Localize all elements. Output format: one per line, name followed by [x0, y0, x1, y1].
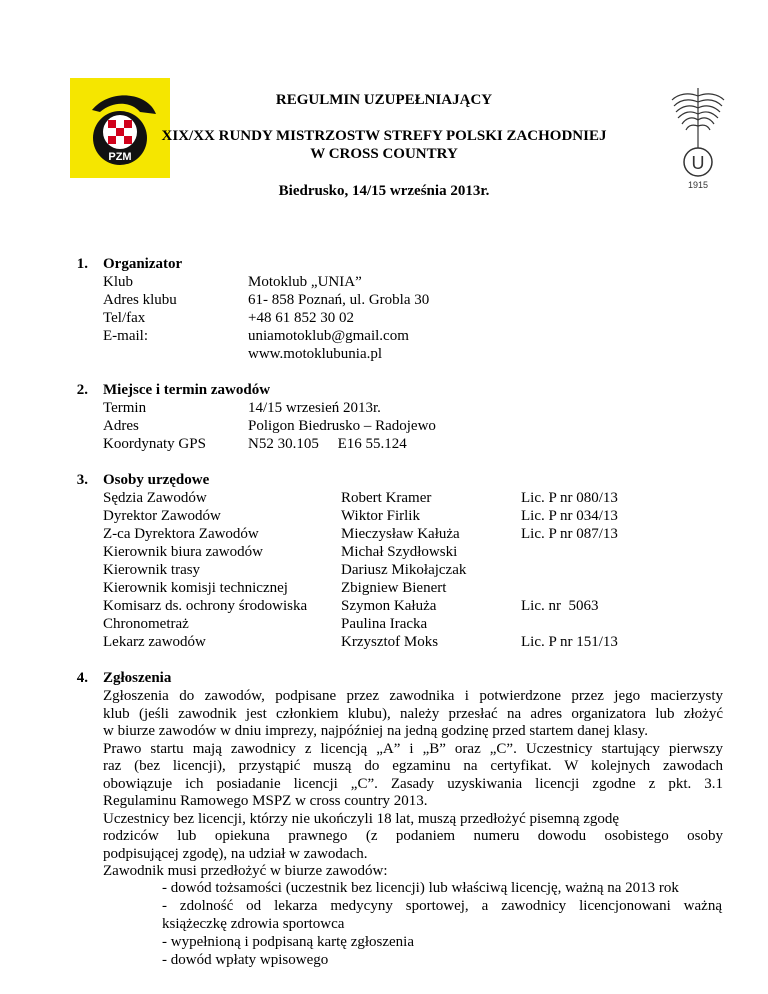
requirement-item: książeczkę zdrowia sportowca — [162, 915, 345, 932]
organizer-email: uniamotoklub@gmail.com — [248, 328, 409, 344]
document-subtitle-line2: W CROSS COUNTRY — [310, 146, 458, 162]
requirement-item-block — [162, 898, 722, 933]
organizer-label: E-mail: — [103, 328, 148, 344]
section-number: 2. — [76, 382, 88, 398]
event-label: Termin — [103, 400, 147, 416]
svg-text:1915: 1915 — [687, 180, 709, 190]
official-license: Lic. P nr 087/13 — [521, 526, 618, 542]
official-name: Robert Kramer — [341, 490, 432, 506]
event-label: Adres — [103, 418, 139, 434]
official-license: Lic. nr 5063 — [521, 598, 599, 614]
official-name: Dariusz Mikołajczak — [341, 562, 467, 578]
official-license: Lic. P nr 080/13 — [521, 490, 618, 506]
official-name: Mieczysław Kałuża — [341, 526, 460, 542]
organizer-label: Tel/fax — [103, 310, 146, 326]
organizer-label: Klub — [103, 274, 133, 290]
paragraph-line: Zgłoszenia do zawodów, podpisane przez zawodnika i potwierdzone przez jego macierzysty — [103, 688, 723, 704]
gps-coordinates: N52 30.105 E16 55.124 — [248, 436, 407, 452]
event-value: Poligon Biedrusko – Radojewo — [248, 418, 436, 434]
requirement-item: - dowód wpłaty wpisowego — [162, 952, 329, 968]
official-name: Szymon Kałuża — [341, 598, 437, 614]
svg-text:PZM: PZM — [108, 151, 132, 163]
section-heading-officials: Osoby urzędowe — [103, 472, 210, 488]
entries-paragraph — [103, 688, 723, 881]
paragraph-line: obowiązuje ich posiadanie licencji „C”. Zasady uzyskiwania licencji zgodne z pkt. 3.1 — [103, 775, 723, 792]
requirement-item: - zdolność od lekarza medycyny sportowej, a zawodnicy licencjonowani ważną — [162, 898, 722, 914]
official-license: Lic. P nr 151/13 — [521, 634, 618, 650]
date-place: Biedrusko, 14/15 września 2013r. — [278, 183, 490, 199]
official-role: Chronometraż — [103, 616, 189, 632]
document-subtitle-line1: XIX/XX RUNDY MISTRZOSTW STREFY POLSKI ZACHODNIEJ — [161, 128, 607, 144]
official-role: Dyrektor Zawodów — [103, 508, 221, 524]
paragraph-line: Prawo startu mają zawodnicy z licencją „A” i „B” oraz „C”. Uczestnicy startujący pierwszy — [103, 740, 723, 757]
official-name: Paulina Iracka — [341, 616, 428, 632]
official-name: Wiktor Firlik — [341, 508, 420, 524]
event-value: 14/15 wrzesień 2013r. — [248, 400, 381, 416]
paragraph-line: w biurze zawodów w dniu imprezy, najpóźniej na jedną godzinę przed startem danej klasy. — [103, 723, 648, 739]
official-role: Lekarz zawodów — [103, 634, 206, 650]
paragraph-line: Regulaminu Ramowego MSPZ w cross country 2013. — [103, 793, 428, 809]
paragraph-line: klub (jeśli zawodnik jest członkiem klubu), należy przesłać na adres organizatora lub złożyć — [103, 705, 723, 722]
paragraph-line: raz (bez licencji), przystąpić muszą do egzaminu na certyfikat. W kolejnych zawodach — [103, 758, 723, 774]
svg-text:U: U — [691, 153, 705, 173]
requirement-item: - dowód tożsamości (uczestnik bez licencji) lub właściwą licencję, ważną na 2013 rok — [162, 880, 679, 896]
organizer-website: www.motoklubunia.pl — [248, 346, 383, 362]
official-role: Kierownik trasy — [103, 562, 201, 578]
requirement-item: - wypełnioną i podpisaną kartę zgłoszenia — [162, 934, 414, 950]
section-number: 3. — [76, 472, 88, 488]
official-role: Sędzia Zawodów — [103, 490, 207, 506]
official-role: Kierownik komisji technicznej — [103, 580, 288, 596]
section-heading-organizer: Organizator — [103, 256, 183, 272]
official-name: Krzysztof Moks — [341, 634, 439, 650]
paragraph-line: podpisującej zgodę), na udział w zawodach. — [103, 845, 368, 862]
section-number: 1. — [76, 256, 88, 272]
organizer-label: Adres klubu — [103, 292, 177, 308]
organizer-value: 61- 858 Poznań, ul. Grobla 30 — [248, 292, 430, 308]
paragraph-line: rodziców lub opiekuna prawnego (z podaniem numeru dowodu osobistego osoby — [103, 828, 723, 844]
official-role: Komisarz ds. ochrony środowiska — [103, 598, 308, 614]
organizer-value: Motoklub „UNIA” — [248, 274, 362, 290]
official-license: Lic. P nr 034/13 — [521, 508, 618, 524]
paragraph-line: Uczestnicy bez licencji, którzy nie ukończyli 18 lat, muszą przedłożyć pisemną zgodę — [103, 810, 620, 827]
official-name: Michał Szydłowski — [341, 544, 458, 560]
official-role: Kierownik biura zawodów — [103, 544, 263, 560]
official-name: Zbigniew Bienert — [341, 580, 447, 596]
organizer-value: +48 61 852 30 02 — [248, 310, 354, 326]
section-number: 4. — [76, 670, 88, 686]
event-label: Koordynaty GPS — [103, 436, 206, 452]
requirements-intro: Zawodnik musi przedłożyć w biurze zawodów: — [103, 863, 388, 879]
section-heading-place-date: Miejsce i termin zawodów — [103, 382, 271, 398]
document-title: REGULMIN UZUPEŁNIAJĄCY — [275, 92, 493, 108]
official-role: Z-ca Dyrektora Zawodów — [103, 526, 259, 542]
section-heading-entries: Zgłoszenia — [103, 670, 172, 686]
